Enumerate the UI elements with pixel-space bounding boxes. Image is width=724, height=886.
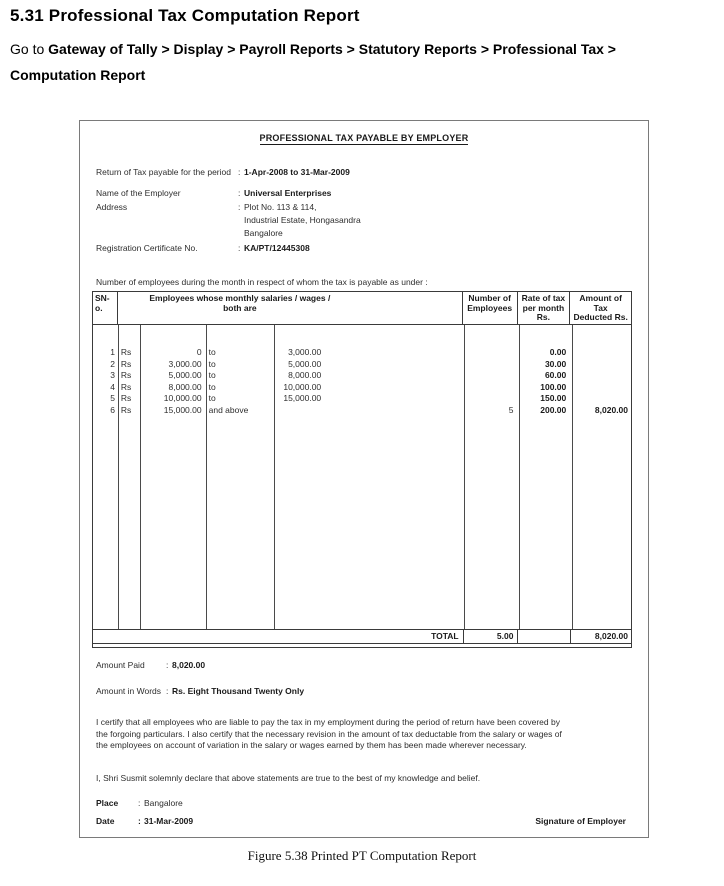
cell-spacer [321, 359, 462, 371]
cell-currency: Rs [120, 358, 132, 369]
field-separator: : [238, 243, 241, 253]
field-address [96, 202, 626, 214]
table-body [93, 325, 631, 629]
report-figure [79, 120, 649, 838]
table-row [93, 405, 631, 417]
column-divider [118, 325, 119, 629]
total-rate [517, 630, 570, 643]
cell-spacer [321, 347, 462, 359]
cell-currency: Rs [120, 381, 132, 392]
cell-to: 8,000.00 [288, 370, 322, 380]
col-header-sn: SN- o. [93, 292, 118, 324]
breadcrumb [10, 36, 722, 88]
cell-rate: 150.00 [540, 393, 567, 403]
field-value: Bangalore [244, 228, 283, 238]
pt-computation-table [92, 291, 632, 648]
table-rows [93, 325, 631, 416]
cell-currency: Rs [120, 347, 132, 357]
total-tax: 8,020.00 [570, 630, 631, 643]
report-title: PROFESSIONAL TAX PAYABLE BY EMPLOYER [259, 133, 469, 143]
column-divider [206, 325, 207, 629]
table-row [93, 393, 631, 405]
cell-from: 3,000.00 [168, 358, 202, 369]
cell-employees: 5 [508, 404, 514, 415]
cell-from: 8,000.00 [168, 381, 202, 392]
date-value: 31-Mar-2009 [144, 816, 194, 826]
total-label: TOTAL [431, 631, 459, 641]
cell-rate: 30.00 [544, 358, 567, 369]
cell-range-word: to [208, 381, 216, 392]
cell-spacer [321, 370, 462, 382]
cell-to: 3,000.00 [288, 347, 322, 357]
breadcrumb-path: Gateway of Tally > Display > Payroll Reports > Statutory Reports > Professional Tax > [48, 41, 616, 57]
breadcrumb-prefix: Go to [10, 41, 49, 57]
cell-tax: 8,020.00 [594, 404, 629, 415]
cell-tax [570, 382, 631, 394]
certification-paragraph: I certify that all employees who are liable to pay the tax in my employment during the period of return have been covered by the forgoing particulars. I also certify that the necessary revision in the amount of tax deductable from the salary or wages of the employees on account of variation in the salary or wages earned by them has been made wherever necessary. [96, 717, 562, 750]
cell-spacer [321, 393, 462, 405]
amount-paid-label: Amount Paid [96, 660, 145, 670]
field-separator: : [238, 167, 241, 177]
cell-employees [463, 393, 518, 405]
column-divider [140, 325, 141, 629]
field-value: Plot No. 113 & 114, [244, 202, 317, 212]
cell-from: 5,000.00 [168, 370, 202, 380]
field-label: Registration Certificate No. [96, 243, 198, 253]
cell-to [273, 405, 321, 417]
cell-rate: 100.00 [540, 381, 567, 392]
field-value: Industrial Estate, Hongasandra [244, 215, 361, 225]
cell-to: 10,000.00 [283, 381, 322, 392]
field-separator: : [166, 686, 169, 696]
amount-in-words-value: Rs. Eight Thousand Twenty Only [172, 686, 305, 696]
cell-from: 10,000.00 [163, 393, 202, 403]
col-header-rate-of-tax: Rate of tax per month Rs. [518, 292, 571, 324]
field-separator: : [138, 816, 141, 826]
table-header-row [93, 292, 631, 325]
cell-tax [570, 347, 631, 359]
date-label: Date [96, 816, 115, 826]
field-value: KA/PT/12445308 [244, 243, 310, 253]
signature-of-employer-label: Signature of Employer [535, 816, 626, 826]
cell-spacer [321, 382, 462, 394]
table-intro-text: Number of employees during the month in respect of whom the tax is payable as under : [96, 277, 428, 287]
cell-from: 0 [196, 347, 202, 357]
breadcrumb-path-continued: Computation Report [10, 67, 146, 83]
amount-in-words-label: Amount in Words [96, 686, 162, 696]
field-label: Address [96, 202, 128, 212]
place-row [96, 798, 396, 810]
field-separator: : [138, 798, 141, 808]
field-address-line2 [96, 215, 626, 227]
cell-employees [463, 359, 518, 371]
amount-paid-row [96, 660, 626, 672]
cell-range-word: to [208, 370, 216, 380]
field-employer-name [96, 188, 626, 200]
cell-currency: Rs [120, 370, 132, 380]
col-header-number-of-employees: Number of Employees [463, 292, 518, 324]
table-bottom-strip [93, 644, 631, 647]
cell-range-word: to [208, 347, 216, 357]
cell-rate: 0.00 [549, 347, 567, 357]
date-row [96, 816, 396, 828]
cell-sn: 1 [110, 347, 115, 357]
cell-rate: 200.00 [540, 404, 567, 415]
total-row [93, 629, 631, 644]
field-label: Name of the Employer [96, 188, 181, 198]
cell-sn: 4 [110, 381, 115, 392]
table-row [93, 347, 631, 359]
cell-rate: 60.00 [544, 370, 567, 380]
field-registration-no [96, 243, 626, 255]
cell-from: 15,000.00 [163, 404, 202, 415]
cell-currency: Rs [120, 393, 132, 403]
table-row [93, 382, 631, 394]
cell-sn: 5 [110, 393, 115, 403]
cell-employees [463, 382, 518, 394]
cell-range-word: and above [208, 404, 249, 415]
cell-currency: Rs [120, 404, 132, 415]
field-separator: : [238, 188, 241, 198]
table-row [93, 370, 631, 382]
field-separator: : [238, 202, 241, 212]
cell-employees [463, 347, 518, 359]
column-divider [572, 325, 573, 629]
cell-to: 15,000.00 [283, 393, 322, 403]
column-divider [519, 325, 520, 629]
field-value: 1-Apr-2008 to 31-Mar-2009 [244, 167, 350, 177]
cell-range-word: to [208, 358, 216, 369]
field-label: Return of Tax payable for the period [96, 167, 231, 177]
field-return-period [96, 167, 626, 179]
field-separator: : [166, 660, 169, 670]
cell-tax [570, 393, 631, 405]
col-header-amount-of-tax: Amount of Tax Deducted Rs. [573, 293, 628, 322]
column-divider [464, 325, 465, 629]
cell-sn: 2 [110, 358, 115, 369]
field-value: Universal Enterprises [244, 188, 332, 198]
declaration-line: I, Shri Susmit solemnly declare that above statements are true to the best of my knowledge and belief. [96, 773, 481, 783]
cell-to: 5,000.00 [288, 358, 322, 369]
col-header-employees-range: Employees whose monthly salaries / wages / both are [118, 292, 463, 324]
amount-paid-value: 8,020.00 [172, 660, 206, 670]
amount-in-words-row [96, 686, 626, 698]
place-label: Place [96, 798, 119, 808]
table-row [93, 359, 631, 371]
cell-sn: 6 [110, 404, 115, 415]
total-employees: 5.00 [463, 630, 518, 643]
cell-employees [463, 370, 518, 382]
cell-tax [570, 370, 631, 382]
cell-range-word: to [208, 393, 216, 403]
place-value: Bangalore [144, 798, 183, 808]
figure-caption: Figure 5.38 Printed PT Computation Report [247, 848, 477, 863]
page-title: 5.31 Professional Tax Computation Report [10, 6, 360, 25]
cell-sn: 3 [110, 370, 115, 380]
cell-tax [570, 359, 631, 371]
cell-spacer [321, 405, 462, 417]
column-divider [274, 325, 275, 629]
field-address-line3 [96, 228, 626, 240]
